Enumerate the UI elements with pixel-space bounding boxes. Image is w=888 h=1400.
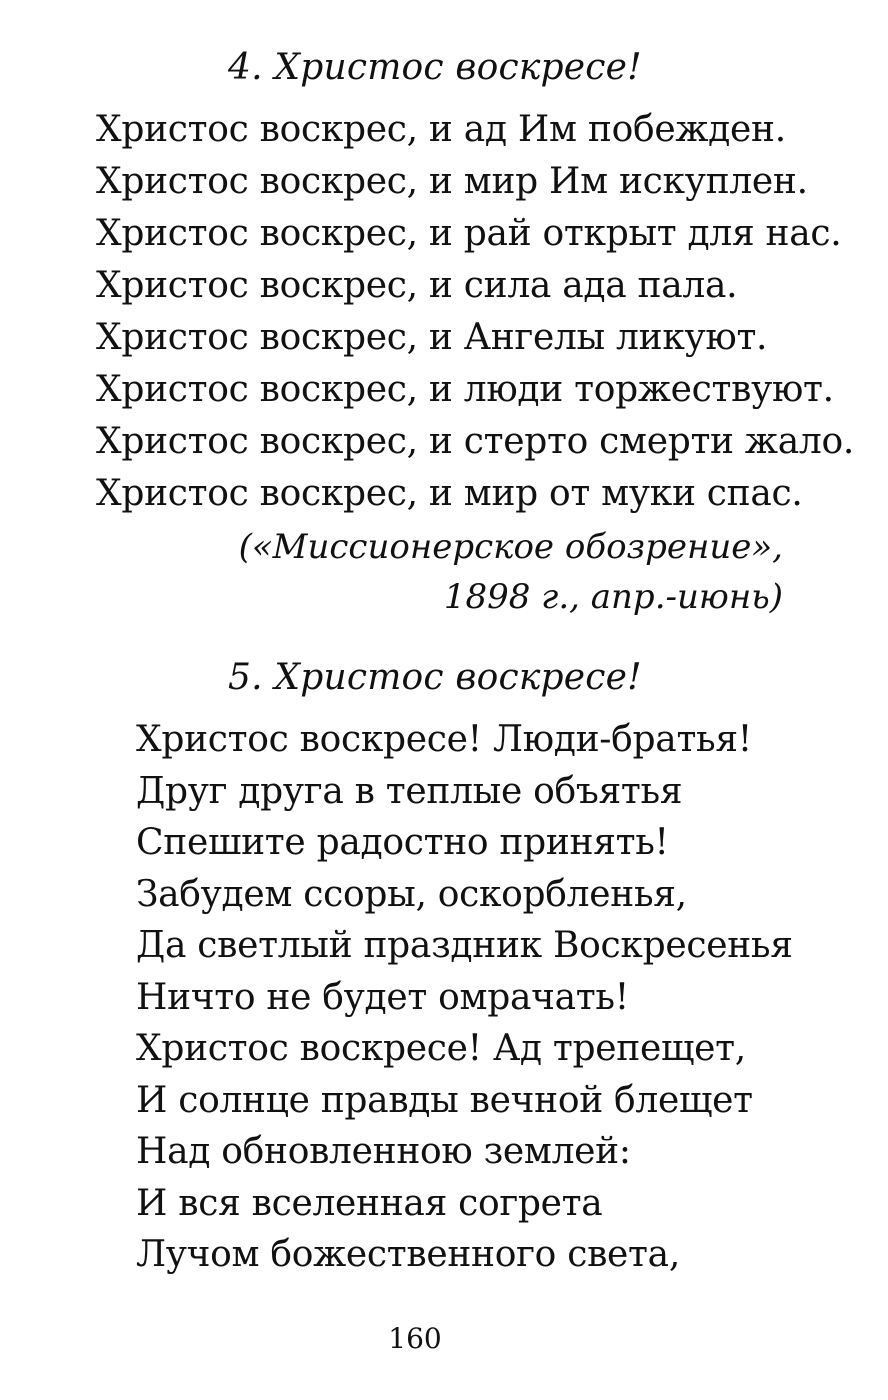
poem-line: Христос воскресе! Люди-братья! <box>136 719 752 760</box>
poem-line: Ничто не будет омрачать! <box>136 976 629 1018</box>
poem-line: Христос воскрес, и рай открыт для нас. <box>96 213 842 254</box>
poem-line: Христос воскресе! Ад трепещет, <box>136 1028 746 1069</box>
poem-line: Да светлый праздник Воскресенья <box>136 925 793 966</box>
source-line: 1898 г., апр.-июнь) <box>443 577 783 617</box>
poem-5-body <box>136 714 793 1281</box>
poem-line: Спешите радостно принять! <box>136 822 669 863</box>
poem-line: Над обновленною землей: <box>136 1131 631 1172</box>
poem-line: Христос воскрес, и Ангелы ликуют. <box>96 317 768 358</box>
poem-line: Христос воскрес, и стерто смерти жало. <box>96 421 854 462</box>
poem-5-title: 5. Христос воскресе! <box>228 657 642 698</box>
poem-line: Забудем ссоры, оскорбленья, <box>136 873 687 915</box>
page-number: 160 <box>388 1322 442 1355</box>
poem-line: Друг друга в теплые объятья <box>136 770 683 812</box>
poem-4-source <box>239 522 783 622</box>
poem-4-body <box>96 104 854 520</box>
poem-line: Лучом божественного света, <box>136 1234 680 1275</box>
poem-line: Христос воскрес, и мир от муки спас. <box>96 473 803 514</box>
source-line: («Миссионерское обозрение», <box>238 527 783 567</box>
poem-line: И вся вселенная согрета <box>136 1182 603 1224</box>
poem-line: Христос воскрес, и мир Им искуплен. <box>96 161 808 202</box>
poem-4-title: 4. Христос воскресе! <box>228 47 642 88</box>
poem-line: Христос воскрес, и сила ада пала. <box>96 265 738 306</box>
poem-line: Христос воскрес, и люди торжествуют. <box>96 369 834 410</box>
poem-line: И солнце правды вечной блещет <box>136 1079 753 1121</box>
poem-line: Христос воскрес, и ад Им побежден. <box>96 109 786 150</box>
